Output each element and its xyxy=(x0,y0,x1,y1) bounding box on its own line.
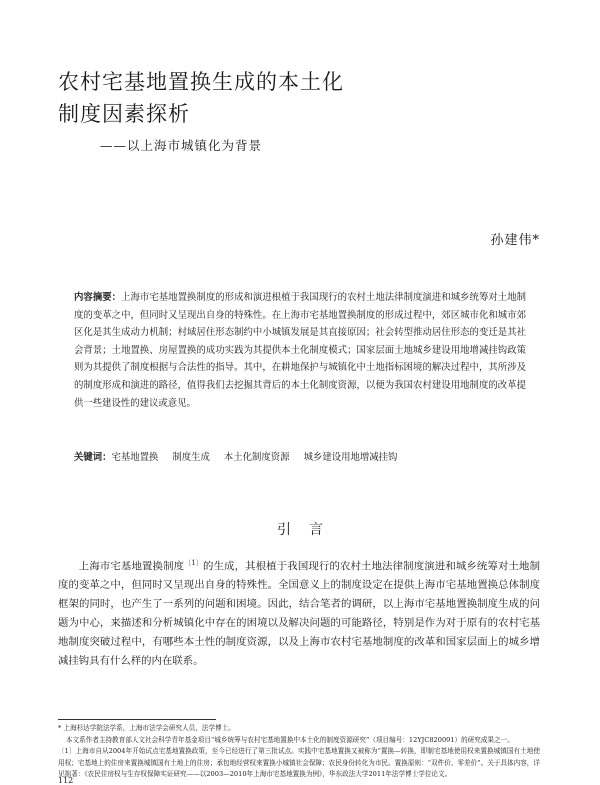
intro-text-rest: 的生成，其根植于我国现行的农村土地法律制度演进和城乡统筹对土地制度的变革之中，但同时又呈现出自身的特殊性。全国意义上的制度设定在提供上海市宅基地置换总体制度框架的同时，也产生了一系列的问题和困境。因此，结合笔者的调研，以上海市宅基地置换制度生成的问题为中心，来描述和分析城镇化中存在的困境以及解决问题的可能路径，特别是作为对于原有的农村宅基地制度突破过程中，有哪些本土性的制度资源，以及上海市农村宅基地制度的改革和国家层面上的城乡增减挂钩具有什么样的内在联系。 xyxy=(58,560,540,668)
keyword-item: 本土化制度资源 xyxy=(223,452,290,463)
article-subtitle: ——以上海市城镇化为背景 xyxy=(100,138,263,153)
keywords-label: 关键词： xyxy=(74,452,112,463)
keyword-item: 城乡建设用地增减挂钩 xyxy=(303,452,398,463)
keyword-item: 制度生成 xyxy=(172,452,210,463)
footnotes xyxy=(58,723,540,781)
footnote-ref[interactable]: 〔1〕 xyxy=(184,559,204,567)
keywords xyxy=(74,450,526,466)
abstract xyxy=(74,289,526,412)
keyword-item: 宅基地置换 xyxy=(111,452,159,463)
article-title xyxy=(58,66,344,130)
abstract-label: 内容摘要： xyxy=(74,292,122,303)
footnote-1: 〔1〕上海市自从2004年开始试点宅基地置换政策，至今已经进行了第三批试点。实践中宅基地置换又被称为“置换—转换，即制宅基地使用权来置换城镇国有土地使用权；宅基地上的住房来置换城镇国有土地上的住房；承包地经营权来置换小城镇社会保障；农民身份转化为市民。置换原则：“双件价、零差价”。关于具体内容，详见拙著：《农民住房权与生存权保障实证研究——以2003—2010年上海市宅基地置换为例》，华东政法大学2011年法学博士学位论文。 xyxy=(58,747,540,778)
intro-text-start: 上海市宅基地置换制度 xyxy=(78,560,185,573)
footnote-fund: 本文系作者主持教育部人文社会科学青年基金项目“城乡统筹与农村宅基地置换中本土化的制度资源研究”（项目编号：12YJC820091）的研究成果之一。 xyxy=(65,735,514,744)
title-line-1: 农村宅基地置换生成的本土化 xyxy=(58,70,344,94)
title-line-2: 制度因素探析 xyxy=(58,102,190,126)
intro-paragraph xyxy=(58,554,540,671)
section-heading: 引言 xyxy=(277,522,341,538)
page-number: 112 xyxy=(58,776,74,785)
footnote-author: * 上海杉达学院法学系，上海市法学会研究人员，法学博士。 xyxy=(58,724,235,732)
author-name: 孙建伟* xyxy=(490,233,540,248)
abstract-text: 上海市宅基地置换制度的形成和演进根植于我国现行的农村土地法律制度演进和城乡统筹对土地制度的变革之中，但同时又呈现出自身的特殊性。在上海市宅基地置换制度的形成过程中，郊区城市化和城市郊区化是其生成动力机制；村域居住形态制约中小城镇发展是其直接原因；社会转型推动居住形态的变迁是其社会背景；土地置换、房屋置换的成功实践为其提供本土化制度模式；国家层面土地城乡建设用地增减挂钩政策则为其提供了制度根据与合法性的指导。其中，在耕地保护与城镇化中土地指标困境的解决过程中，其所涉及的制度形成和演进的路径，值得我们去挖掘其背后的本土化制度资源，以便为我国农村建设用地制度的改革提供一些建设性的建议或意见。 xyxy=(74,292,526,409)
footnote-divider xyxy=(58,719,216,720)
